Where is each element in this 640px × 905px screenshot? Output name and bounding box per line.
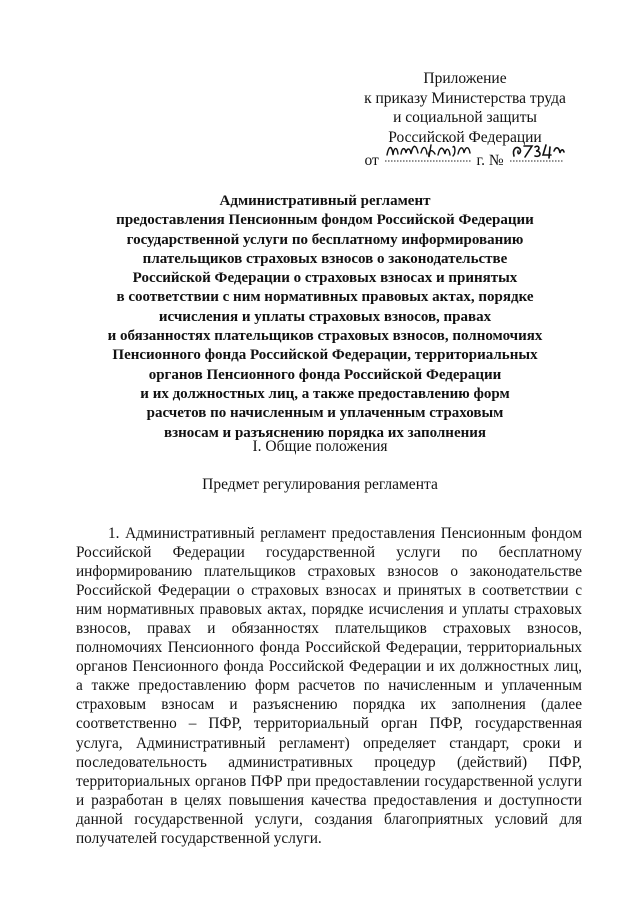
title-line: государственной услуги по бесплатному информированию (126, 231, 524, 248)
title-line: Пенсионного фонда Российской Федерации, территориальных (112, 347, 538, 364)
section-subheading: Предмет регулирования регламента (202, 476, 438, 493)
title-line: плательщиков страховых взносов о законодательстве (142, 250, 508, 267)
appendix-line-3: и социальной защиты (393, 109, 537, 126)
appendix-line-4: Российской Федерации (388, 128, 542, 146)
appendix-line-2: к приказу Министерства труда (364, 89, 566, 107)
title-line: взносам и разъяснению порядка их заполнения (163, 424, 487, 441)
title-line: расчетов по начисленным и уплаченным страховым (146, 405, 504, 422)
year-and-number-label: г. № (476, 152, 504, 169)
title-line: предоставления Пенсионным фондом Российской Федерации (116, 212, 534, 229)
title-line: органов Пенсионного фонда Российской Федерации (148, 366, 502, 383)
regulation-title (60, 192, 590, 443)
section-heading: I. Общие положения (252, 438, 388, 455)
appendix-line-1: Приложение (423, 70, 507, 87)
handwritten-date (383, 147, 473, 165)
handwritten-order-number (508, 147, 566, 165)
title-line: исчисления и уплаты страховых взносов, правах (158, 308, 492, 325)
paragraph-1: 1. Административный регламент предоставления Пенсионным фондом Российской Федерации государственной услуги по бесплатному информированию плательщиков страховых взносов о законодательстве Российской Федерации о страховых взносах и принятых в соответствии с ним нормативных правовых актах, порядке исчисления и уплаты страховых взносов, правах и обязанностях плательщиков страховых взносов, полномочиях Пенсионного фонда Российской Федерации, территориальных органов Пенсионного фонда Российской Федерации и их должностных лиц, а также предоставлению форм расчетов по начисленным и уплаченным страховым взносам и разъяснению порядка их заполнения (далее соответственно – ПФР, территориальный орган ПФР, государственная услуга, Административный регламент) определяет стандарт, сроки и последовательность административных процедур (действий) ПФР, территориальных органов ПФР при предоставлении государственной услуги и разработан в целях повышения качества предоставления и доступности данной государственной услуги, создания благоприятных условий для получателей государственной услуги. (76, 525, 582, 847)
from-label: от (364, 152, 379, 169)
title-line: в соответствии с ним нормативных правовых актах, порядке (116, 289, 534, 306)
title-line: Административный регламент (219, 193, 431, 209)
order-date-number-line (360, 147, 570, 171)
title-line: Российской Федерации о страховых взносах и принятых (132, 270, 518, 287)
title-line: и обязанностях плательщиков страховых взносов, полномочиях (107, 328, 543, 345)
appendix-block (360, 69, 570, 171)
title-line: и их должностных лиц, а также предоставлению форм (140, 385, 510, 402)
